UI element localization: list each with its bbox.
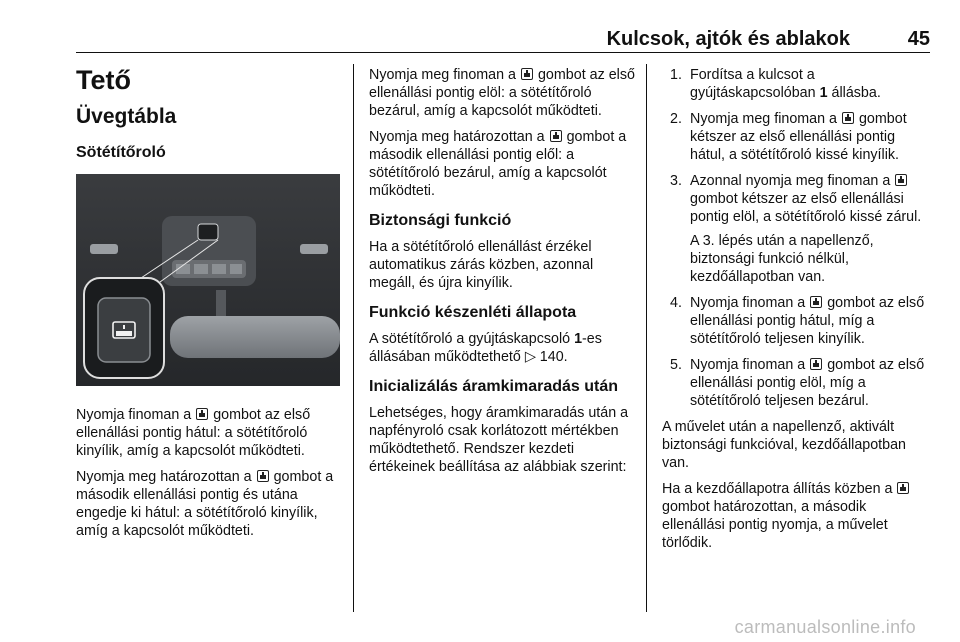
- list-item: 3. Azonnal nyomja meg finoman a gombot kétszer az első ellenállási pontig elöl, a sötétítőroló kissé zárul. A 3. lépés után a napellenző, biztonsági funkció nélkül, kezdőállapotban van.: [662, 172, 928, 286]
- paragraph-cancel: Ha a kezdőállapotra állítás közben a gombot határozottan, a második ellenállási pontig nyomja, a művelet törlődik.: [662, 480, 928, 552]
- paragraph-open-second: Nyomja meg határozottan a gombot a második ellenállási pontig és utána engedje ki hátul: a sötétítőroló kinyílik, amíg a kapcsolót működteti.: [76, 469, 334, 539]
- chapter-title: Kulcsok, ajtók és ablakok: [606, 28, 850, 50]
- sunshade-button-icon: [897, 482, 909, 494]
- paragraph-open-first: Nyomja finoman a gombot az első ellenállási pontig hátul: a sötétítőroló kinyílik, amíg a kapcsolót működteti.: [76, 407, 311, 459]
- sunshade-button-icon: [196, 408, 208, 420]
- list-item: 1. Fordítsa a kulcsot a gyújtáskapcsolóban 1 állásba.: [670, 67, 881, 101]
- standby-text: A sötétítőroló a gyújtáskapcsoló 1-es állásában működtethető ▷ 140.: [369, 331, 602, 365]
- list-item: 2. Nyomja meg finoman a gombot kétszer az első ellenállási pontig hátul, a sötétítőroló kissé kinyílik.: [670, 111, 907, 163]
- paragraph-after-init: A művelet után a napellenző, aktivált biztonsági funkcióval, kezdőállapotban van.: [662, 419, 907, 471]
- sunshade-button-icon: [810, 358, 822, 370]
- column-3: [662, 66, 928, 560]
- list-item: 5. Nyomja finoman a gombot az első ellenállási pontig elöl, míg a sötétítőroló teljesen bezárul.: [670, 357, 925, 409]
- sunshade-button-icon: [257, 470, 269, 482]
- topic-title: Sötétítőroló: [76, 144, 166, 161]
- section-title: Tető: [76, 65, 131, 95]
- sunshade-switch-photo: [76, 174, 340, 386]
- step-note: A 3. lépés után a napellenző, biztonsági funkció nélkül, kezdőállapotban van.: [690, 233, 874, 285]
- init-heading: Inicializálás áramkimaradás után: [369, 378, 619, 395]
- paragraph-close-first: Nyomja meg finoman a gombot az első ellenállási pontig elöl: a sötétítőroló bezárul, amíg a kapcsolót működteti.: [369, 67, 635, 119]
- standby-heading: Funkció készenléti állapota: [369, 304, 577, 321]
- column-divider-1: [353, 64, 354, 612]
- init-steps-list: [662, 66, 928, 410]
- init-text: Lehetséges, hogy áramkimaradás után a napfényroló csak korlátozott mértékben működtethető. Rendszer kezdeti értékeinek beállítása az alábbiak szerint:: [369, 405, 629, 475]
- column-1: [76, 64, 340, 548]
- page-reference-link[interactable]: 140.: [539, 349, 568, 365]
- sunshade-button-icon: [550, 130, 562, 142]
- list-item: 4. Nyomja finoman a gombot az első ellenállási pontig hátul, míg a sötétítőroló teljesen kinyílik.: [670, 295, 925, 347]
- header-divider: [76, 52, 930, 53]
- paragraph-close-second: Nyomja meg határozottan a gombot a második ellenállási pontig elől: a sötétítőroló bezárul, amíg a kapcsolót működteti.: [369, 129, 627, 199]
- page-reference-icon: ▷: [524, 349, 536, 365]
- watermark: carmanualsonline.info: [734, 617, 916, 637]
- sunshade-button-icon: [810, 296, 822, 308]
- safety-heading: Biztonsági funkció: [369, 212, 512, 229]
- column-2: [369, 66, 635, 484]
- safety-text: Ha a sötétítőroló ellenállást érzékel automatikus zárás közben, azonnal megáll, és újra kinyílik.: [369, 239, 594, 291]
- sunshade-button-icon: [842, 112, 854, 124]
- page-header: [0, 22, 960, 52]
- sunshade-button-icon: [521, 68, 533, 80]
- column-divider-2: [646, 64, 647, 612]
- page-number: 45: [907, 28, 930, 50]
- sunshade-button-icon: [895, 174, 907, 186]
- subsection-title: Üvegtábla: [76, 105, 177, 128]
